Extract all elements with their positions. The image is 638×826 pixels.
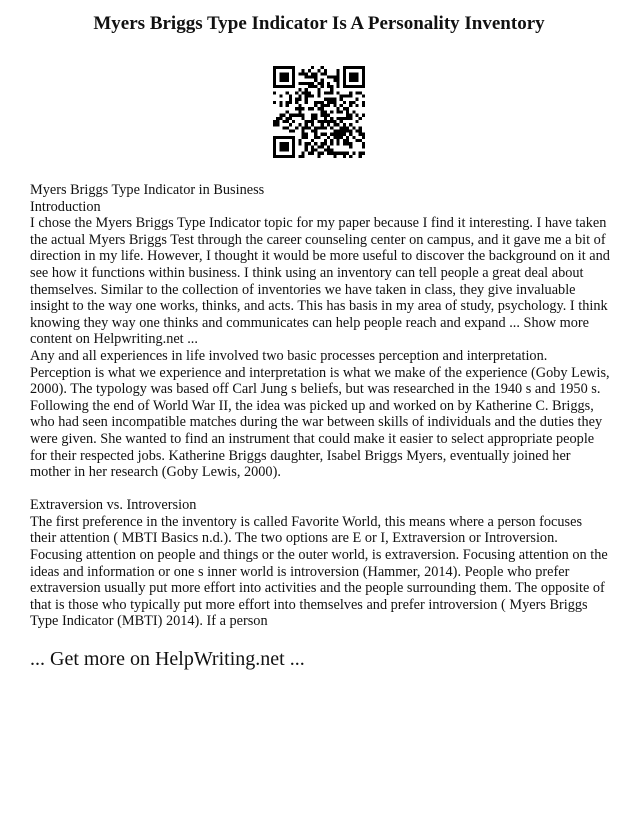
get-more-link[interactable]: ... Get more on HelpWriting.net ... [30, 648, 305, 670]
document-body [30, 182, 610, 630]
paragraph: I chose the Myers Briggs Type Indicator topic for my paper because I find it interesting. I have taken the actual Myers Briggs Test through the career counseling center on campus, and it gave me a bit of direction in my life. However, I thought it would be more useful to discover the background on it and see how it functions within business. I think using an inventory can tell people a great deal about themselves. Similar to the collection of inventories we have taken in class, they give invaluable insight to the way one works, thinks, and acts. This has basis in my area of study, psychology. I think knowing they way one thinks and communicates can help people reach and expand ... Show more content on Helpwriting.net ... [30, 215, 610, 348]
paragraph: The first preference in the inventory is called Favorite World, this means where a person focuses their attention ( MBTI Basics n.d.). The two options are E or I, Extraversion or Introversion. Focusing attention on people and things or the outer world, is extraversion. Focusing attention on the ideas and information or one s inner world is introversion (Hammer, 2014). People who prefer extraversion usually put more effort into activities and the people surrounding them. The opposite of that is those who typically put more effort into themselves and prefer introversion ( Myers Briggs Type Indicator (MBTI) 2014). If a person [30, 513, 608, 630]
document-title: Myers Briggs Type Indicator Is A Personality Inventory [93, 13, 545, 34]
paragraph-spacer [30, 481, 610, 498]
qr-code-icon [273, 66, 365, 158]
section-heading: Introduction [30, 198, 101, 215]
section-heading: Myers Briggs Type Indicator in Business [30, 182, 265, 198]
paragraph: Any and all experiences in life involved two basic processes perception and interpretation. Perception is what we experience and interpretation is what we make of the experience (Goby Lewis, 2000). The typology was based off Carl Jung s beliefs, but was researched in the 1940 s and 1950 s. Following the end of World War II, the idea was picked up and worked on by Katherine C. Briggs, who had seen incompatible matches during the war between skills of individuals and the duties they were given. She wanted to find an instrument that could make it easier to select appropriate people for their respected jobs. Katherine Briggs daughter, Isabel Briggs Myers, eventually joined her mother in her research (Goby Lewis, 2000). [30, 347, 610, 481]
section-heading: Extraversion vs. Introversion [30, 497, 197, 514]
